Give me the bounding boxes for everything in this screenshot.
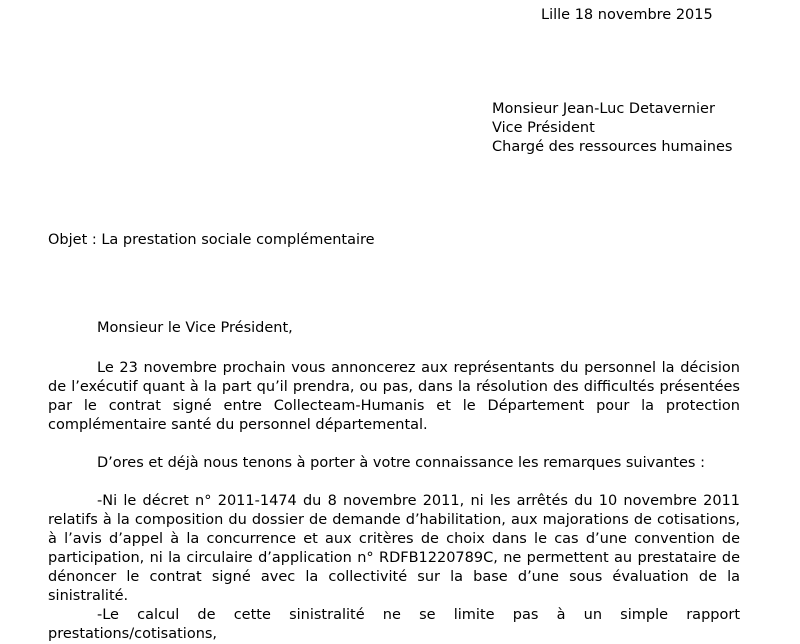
letter-subject: Objet : La prestation sociale complémentaire <box>48 232 375 248</box>
logo <box>85 0 320 10</box>
recipient-title: Vice Président <box>492 120 595 136</box>
recipient-name: Monsieur Jean-Luc Detavernier <box>492 101 715 117</box>
recipient-block <box>492 100 732 157</box>
letter-salutation: Monsieur le Vice Président, <box>97 320 293 336</box>
recipient-role: Chargé des ressources humaines <box>492 139 733 155</box>
letter-date: Lille 18 novembre 2015 <box>541 7 713 23</box>
body-paragraph: Le 23 novembre prochain vous annoncerez aux représentants du personnel la décision de l’exécutif quant à la part qu’il prendra, ou pas, dans la résolution des difficultés présentées par le contrat signé entre Collecteam-Humanis et le Département pour la protection complémentaire santé du personnel départemental. <box>48 360 740 433</box>
body-paragraph: -Le calcul de cette sinistralité ne se limite pas à un simple rapport prestations/cotisations, <box>48 607 740 642</box>
body-paragraph: -Ni le décret n° 2011-1474 du 8 novembre 2011, ni les arrêtés du 10 novembre 2011 relatifs à la composition du dossier de demande d’habilitation, aux majorations de cotisations, à l’avis d’appel à la concurrence et aux critères de choix dans le cas d’une convention de participation, ni la circulaire d’application n° RDFB1220789C, ne permettent au prestataire de dénoncer le contrat signé avec la collectivité sur la base d’une sous évaluation de la sinistralité. <box>48 493 740 604</box>
letter-body <box>48 359 740 644</box>
body-paragraph: D’ores et déjà nous tenons à porter à votre connaissance les remarques suivantes : <box>97 455 705 471</box>
